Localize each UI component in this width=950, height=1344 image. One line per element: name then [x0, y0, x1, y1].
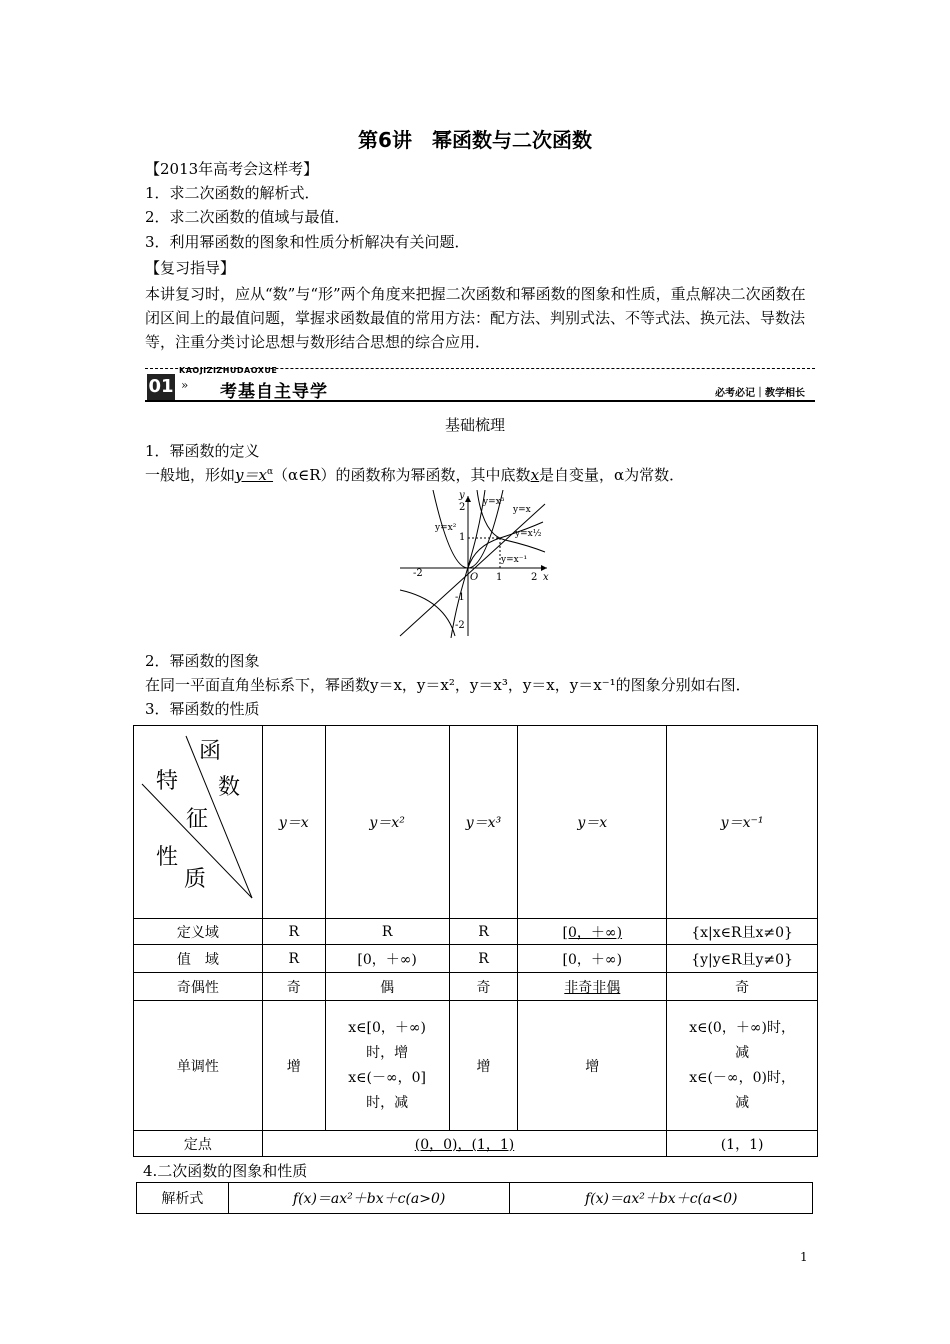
exam-item: 2．求二次函数的值域与最值． [145, 208, 350, 226]
quadratic-table [136, 1182, 813, 1214]
table-row: 定义域 R R R [0，＋∞) {x|x∈R且x≠0} [134, 919, 818, 945]
exam-item: 3．利用幂函数的图象和性质分析解决有关问题． [145, 233, 470, 251]
col-header: y＝x⁻¹ [667, 726, 818, 919]
s1-title: 1．幂函数的定义 [145, 442, 260, 460]
table-row: 解析式 f(x)＝ax²＋bx＋c(a>0) f(x)＝ax²＋bx＋c(a<0) [137, 1183, 813, 1214]
s2-title: 2．幂函数的图象 [145, 652, 260, 670]
table-row: 奇偶性 奇 偶 奇 非奇非偶 奇 [134, 973, 818, 1001]
banner-pinyin: KAOJIZIZHUDAOXUE [179, 366, 278, 375]
curve-label: y=x [513, 505, 531, 515]
tick-label: 2 [531, 572, 538, 583]
section-banner [145, 368, 815, 402]
diagonal-lines [134, 726, 263, 919]
col-header: y＝x [262, 726, 325, 919]
chevron-icon: » [181, 378, 189, 392]
power-function-graph [395, 490, 555, 638]
section-title: 基础梳理 [444, 416, 505, 434]
curve-label: y=x½ [515, 529, 542, 539]
curve-label: y=x³ [483, 497, 505, 507]
diag-text: 质 [184, 867, 207, 892]
exam-item: 1．求二次函数的解析式． [145, 184, 320, 202]
curve-label: y=x² [435, 523, 457, 533]
diag-text: 函 [199, 739, 222, 764]
page-title: 第6讲 幂函数与二次函数 [358, 128, 592, 152]
origin-label: O [470, 572, 479, 583]
s4-title: 4.二次函数的图象和性质 [143, 1162, 308, 1180]
tick-label: -2 [455, 620, 465, 631]
exam-heading: 【2013年高考会这样考】 [145, 160, 319, 178]
table-row: 定点 (0，0)，(1，1) (1，1) [134, 1131, 818, 1157]
s2-text: 在同一平面直角坐标系下，幂函数y＝x，y＝x²，y＝x³，y＝x，y＝x⁻¹的图象分别如右图． [145, 676, 751, 694]
tick-label: 1 [496, 572, 503, 583]
power-properties-table [133, 725, 818, 1157]
tick-label: -2 [413, 568, 423, 579]
s1-definition: 一般地，形如$y=x^\alpha(\alpha\in R)$的函数称为幂函数，其中底数x是自变量，α为常数． [145, 466, 685, 484]
diag-text: 数 [218, 775, 241, 800]
s3-title: 3．幂函数的性质 [145, 700, 260, 718]
table-row: 单调性 增 x∈[0，＋∞) 时，增 x∈(－∞，0] 时，减 增 增 x∈(0，＋∞)时， 减 x∈(－∞，0)时， 减 [134, 1001, 818, 1131]
y-axis-label: y [459, 490, 465, 501]
tick-label: -1 [455, 592, 465, 603]
tick-label: 2 [459, 502, 466, 513]
diagonal-header [134, 726, 263, 919]
tick-label: 1 [459, 532, 466, 543]
banner-number: 01 [147, 374, 175, 400]
banner-title: 考基自主导学 [220, 382, 328, 402]
curve-label: y=x⁻¹ [501, 555, 528, 565]
banner-right: 必考必记｜教学相长 [715, 388, 805, 399]
diag-text: 特 [156, 769, 179, 794]
col-header: y＝x [518, 726, 667, 919]
review-heading: 【复习指导】 [145, 259, 236, 277]
diag-text: 性 [156, 845, 179, 870]
diag-text: 征 [186, 807, 209, 832]
page-number: 1 [800, 1250, 808, 1264]
x-axis-label: x [543, 572, 549, 583]
review-text: 本讲复习时，应从“数”与“形”两个角度来把握二次函数和幂函数的图象和性质，重点解决二次函数在闭区间上的最值问题，掌握求函数最值的常用方法：配方法、判别式法、不等式法、换元法、导数法等，注重分类讨论思想与数形结合思想的综合应用． [145, 285, 806, 351]
col-header: y＝x³ [449, 726, 518, 919]
col-header: y＝x² [325, 726, 449, 919]
table-row: 值 域 R [0，＋∞) R [0，＋∞) {y|y∈R且y≠0} [134, 945, 818, 973]
